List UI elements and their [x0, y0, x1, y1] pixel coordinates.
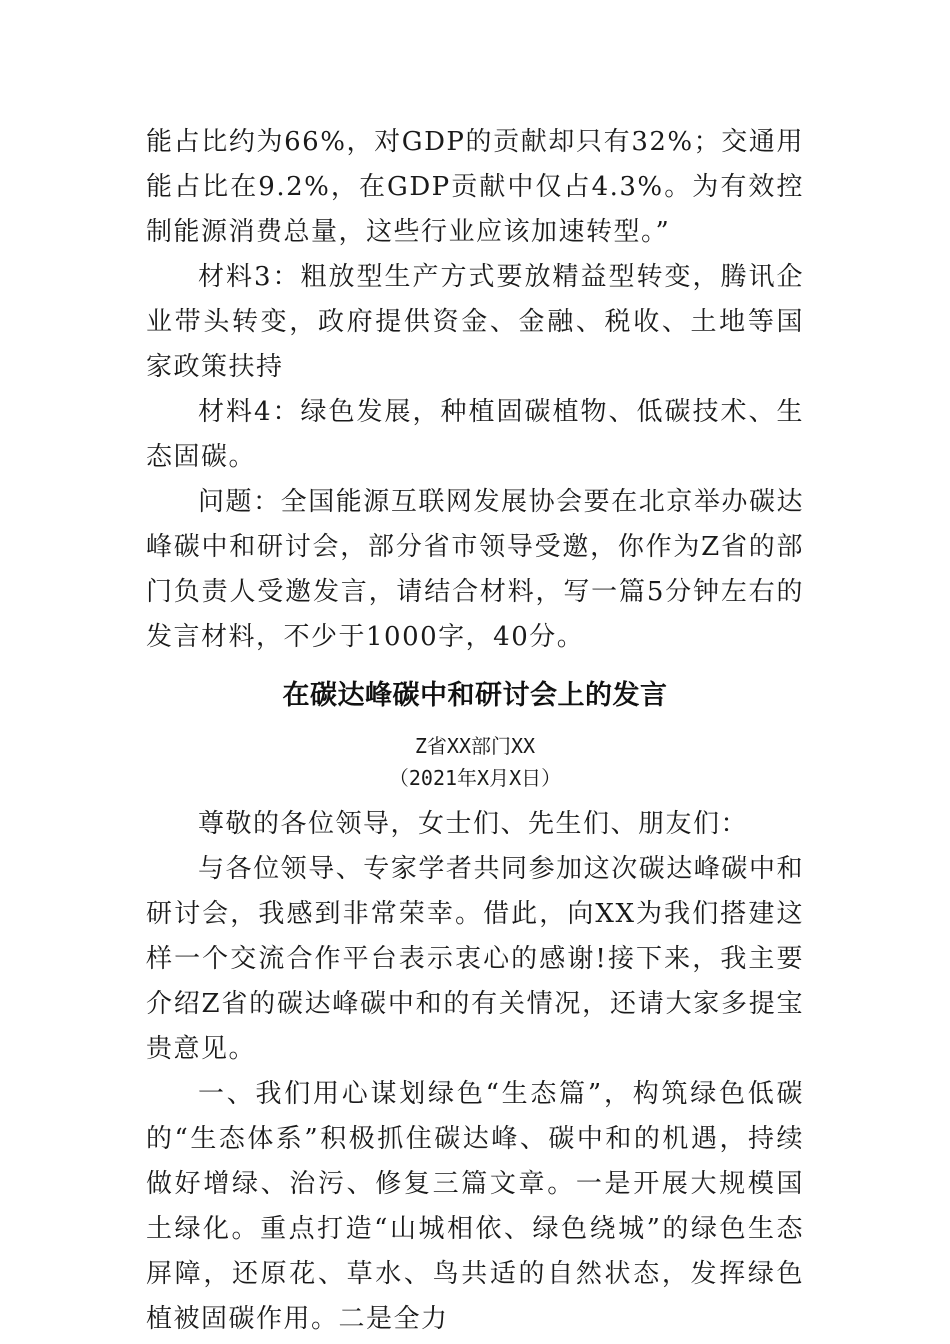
paragraph-salutation: 尊敬的各位领导，女士们、先生们、朋友们： — [198, 809, 749, 839]
speech-date: （2021年X月X日） — [388, 766, 562, 790]
paragraph-section-one: 一、我们用心谋划绿色“生态篇”，构筑绿色低碳的“生态体系”积极抓住碳达峰、碳中和的机遇，持续做好增绿、治污、修复三篇文章。一是开展大规模国土绿化。重点打造“山城相依、绿色绕城”的绿色生态屏障，还原花、草水、鸟共适的自然状态，发挥绿色植被固碳作用。二是全力 — [146, 1079, 804, 1334]
speech-author: Z省XX部门XX — [414, 734, 536, 758]
paragraph-material-4: 材料4：绿色发展，种植固碳植物、低碳技术、生态固碳。 — [146, 397, 804, 472]
paragraph-question: 问题：全国能源互联网发展协会要在北京举办碳达峰碳中和研讨会，部分省市领导受邀，你作为Z省的部门负责人受邀发言，请结合材料，写一篇5分钟左右的发言材料，不少于1000字，40分。 — [146, 487, 804, 652]
paragraph-opening: 与各位领导、专家学者共同参加这次碳达峰碳中和研讨会，我感到非常荣幸。借此，向XX为我们搭建这样一个交流合作平台表示衷心的感谢!接下来，我主要介绍Z省的碳达峰碳中和的有关情况，还请大家多提宝贵意见。 — [146, 854, 804, 1064]
paragraph-material-3: 材料3：粗放型生产方式要放精益型转变，腾讯企业带头转变，政府提供资金、金融、税收、土地等国家政策扶持 — [146, 262, 804, 382]
paragraph-continuation: 能占比约为66%，对GDP的贡献却只有32%；交通用能占比在9.2%，在GDP贡献中仅占4.3%。为有效控制能源消费总量，这些行业应该加速转型。” — [146, 127, 804, 247]
speech-title: 在碳达峰碳中和研讨会上的发言 — [282, 680, 668, 711]
document-body — [146, 120, 804, 1342]
